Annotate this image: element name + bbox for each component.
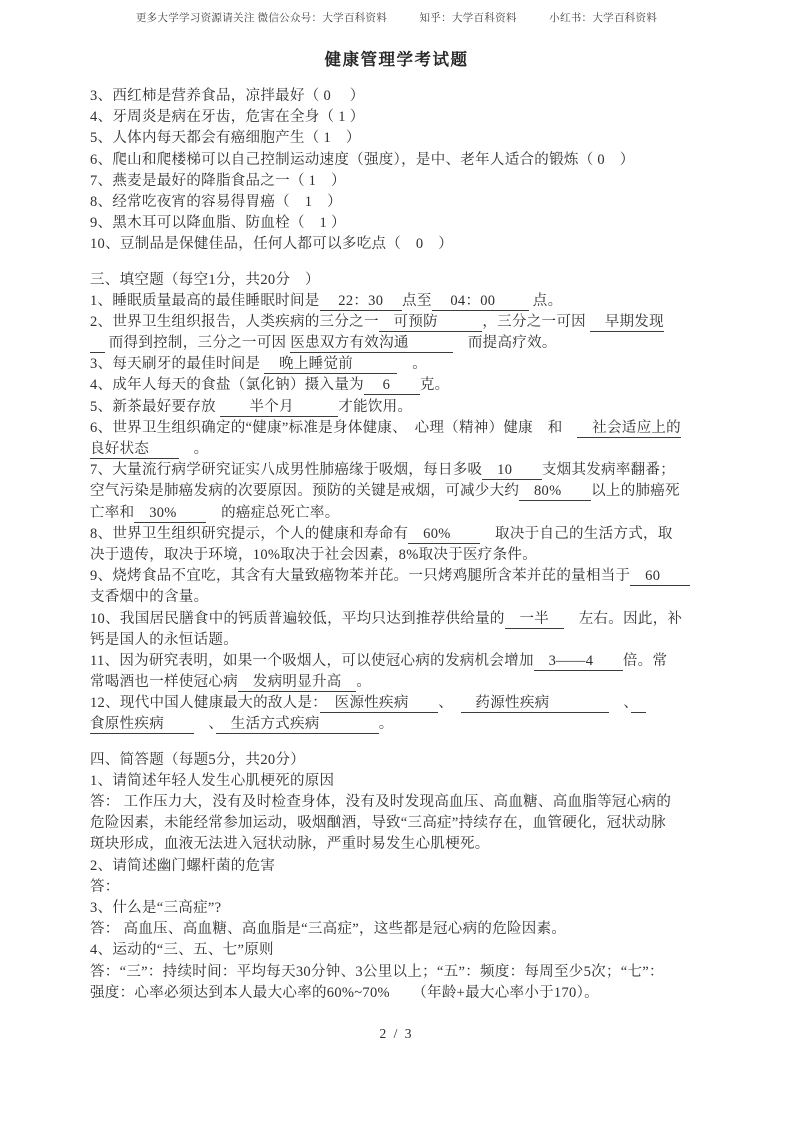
line-text: 。 [356,674,372,691]
promo-header-note: 更多大学学习资源请关注 微信公众号：大学百科资料 知乎：大学百科资料 小红书：大学百科资料 [135,13,658,24]
line-text: 支香烟中的含量。 [90,589,209,606]
line-text: 10、我国居民膳食中的钙质普遍较低，平均只达到推荐供给量的 [90,610,505,627]
fill-blank-answer: 一半 [504,610,564,627]
text-line [90,397,715,418]
blank-line [90,736,715,750]
line-text: 答： 高血压、高血糖、高血脂是“三高症”，这些都是冠心病的危险因素。 [90,921,567,938]
line-text: 3、每天刷牙的最佳时间是 [90,356,265,373]
line-text: ，三分之一可因 [482,313,590,330]
line-text: 。 [378,716,394,733]
text-line [90,291,715,312]
fill-blank-answer: 发病明显升高 [238,674,357,691]
fill-blank-answer: 医患双方有效沟通 [290,335,454,352]
line-text: 斑块形成，血液无法进入冠状动脉，严重时易发生心肌梗死。 [90,836,490,853]
line-text: 9、烧烤食品不宜吃，其含有大量致癌物苯并芘。一只烤鸡腿所含苯并芘的量相当于 [90,568,631,585]
text-line [90,312,715,333]
line-text: 以上的肺癌死 [591,483,680,500]
line-text: 9、黑木耳可以降血脂、防血栓（ 1 ） [90,215,346,232]
text-line [90,566,715,587]
line-text: 3、什么是“三高症”? [90,899,222,916]
line-text: 空气污染是肺癌发病的次要原因。预防的关键是戒烟，可减少大约 [90,483,520,500]
line-text: 点。 [528,292,563,309]
fill-blank-answer: 10 [482,462,542,479]
line-text: 5、人体内每天都会有癌细胞产生（ 1 ） [90,130,361,147]
text-line [90,750,715,771]
line-text: 倍。常 [622,652,668,669]
line-text: 2、请简述幽门螺杆菌的危害 [90,857,276,874]
text-line [90,919,715,940]
text-line [90,107,715,128]
fill-blank-answer: 6 [363,377,420,394]
line-text: 4、运动的“三、五、七”原则 [90,942,274,959]
text-line [90,150,715,171]
line-text: 。 [397,356,428,373]
line-text: 才能饮用。 [338,398,413,415]
text-line [90,983,715,1004]
fill-blank-answer: 60 [630,568,690,585]
line-text: 5、新茶最好要存放 [90,398,220,415]
text-line [90,354,715,375]
line-text: 8、经常吃夜宵的容易得胃癌（ 1 ） [90,193,342,210]
fill-blank-answer: 04：00 [431,292,529,309]
text-line [90,213,715,234]
text-line [90,234,715,255]
line-text: 危险因素，未能经常参加运动，吸烟酗酒，导致“三高症”持续存在，血管硬化，冠状动脉 [90,815,666,832]
page-number-indicator: 2 / 3 [379,1026,414,1041]
fill-blank-answer: 良好状态 [90,441,179,457]
line-text: 钙是国人的永恒话题。 [90,631,238,648]
line-text: 8、世界卫生组织研究提示，个人的健康和寿命有 [90,525,409,542]
text-line [90,856,715,877]
line-text: 4、牙周炎是病在牙齿，危害在全身（ 1 ） [90,109,365,126]
line-text: 12、现代中国人健康最大的敌人是： [90,695,320,712]
fill-blank-answer: 22：30 [319,292,403,309]
fill-blank-answer: 晚上睡觉前 [264,356,398,373]
text-line [90,714,715,735]
fill-blank-answer: 可预防 [378,313,483,330]
fill-blank-answer: 食原性疾病 [90,716,194,733]
line-text: 而得到控制，三分之一可因 [104,335,291,352]
text-line [90,460,715,481]
line-text: 而提高疗效。 [453,335,557,352]
line-text: 、 [438,695,461,712]
text-line [90,481,715,502]
text-line [90,834,715,855]
text-line [90,128,715,149]
line-text: 答： 工作压力大，没有及时检查身体，没有及时发现高血压、高血糖、高血脂等冠心病的 [90,794,672,810]
line-text: 答： [90,878,120,895]
line-text: 10、豆制品是保健佳品，任何人都可以多吃点（ 0 ） [90,236,454,253]
fill-blank-answer: 早期发现 [589,313,664,330]
line-text: 11、因为研究表明，如果一个吸烟人，可以使冠心病的发病机会增加 [90,652,534,669]
line-text: 支烟其发病率翻番； [541,462,676,479]
text-line [90,171,715,192]
document-body [90,86,715,1004]
fill-blank-answer: 社会适应上的 [577,419,681,436]
fill-blank-answer [90,335,105,353]
fill-blank-answer: 医源性疾病 [319,695,439,712]
fill-blank-answer: 80% [519,483,592,500]
line-text: 6、爬山和爬楼梯可以自己控制运动速度（强度），是中、老年人适合的锻炼（ 0 ） [90,151,635,168]
line-text: 、 [608,695,631,712]
text-line [90,545,715,566]
fill-blank-answer [631,695,646,713]
text-line [90,439,715,460]
line-text: 1、请简述年轻人发生心肌梗死的原因 [90,772,335,789]
fill-blank-answer: 生活方式疾病 [215,716,379,733]
line-text: 。 [178,441,209,457]
line-text: 4、成年人每天的食盐（氯化钠）摄入量为 [90,377,364,394]
line-text: 答：“三”：持续时间：平均每天30分钟、3公里以上；“五”：频度：每周至少5次；“七”： [90,963,664,980]
text-line [90,898,715,919]
line-text: 取决于自己的生活方式，取 [480,525,673,542]
text-line [90,630,715,651]
line-text: 3、西红柿是营养食品，凉拌最好（ 0 ） [90,88,365,104]
line-text: 常喝酒也一样使冠心病 [90,674,238,691]
text-line [90,962,715,983]
line-text: 、 [193,716,216,733]
text-line [90,813,715,834]
line-text: 7、燕麦是最好的降脂食品之一（ 1 ） [90,172,346,189]
line-text: 三、填空题（每空1分，共20分 ） [90,271,320,288]
line-text: 1、睡眠质量最高的最佳睡眠时间是 [90,292,320,309]
text-line [90,503,715,524]
text-line [90,651,715,672]
line-text: 亡率和 [90,504,135,521]
page-title: 健康管理学考试题 [324,50,469,69]
line-text: 的癌症总死亡率。 [206,504,340,521]
text-line [90,693,715,714]
text-line [90,587,715,608]
fill-blank-answer: 3——4 [533,652,623,669]
text-line [90,375,715,396]
text-line [90,792,715,813]
line-text: 7、大量流行病学研究证实八成男性肺癌缘于吸烟，每日多吸 [90,462,483,479]
text-line [90,609,715,630]
line-text: 2、世界卫生组织报告，人类疾病的三分之一 [90,313,379,330]
text-line [90,333,715,354]
text-line [90,940,715,961]
fill-blank-answer: 半个月 [219,398,339,415]
text-line [90,877,715,898]
line-text: 点至 [402,292,432,309]
fill-blank-answer: 60% [408,525,481,542]
fill-blank-answer: 30% [134,504,207,521]
text-line [90,524,715,545]
fill-blank-answer: 药源性疾病 [460,695,609,712]
text-line [90,672,715,693]
line-text: 决于遗传，取决于环境，10%取决于社会因素，8%取决于医疗条件。 [90,546,538,563]
line-text: 强度：心率必须达到本人最大心率的60%~70% （年龄+最大心率小于170）。 [90,984,599,1001]
text-line [90,418,715,439]
text-line [90,771,715,792]
line-text: 6、世界卫生组织确定的“健康”标准是身体健康、 心理（精神）健康 和 [90,419,578,436]
text-line [90,192,715,213]
line-text: 左右。因此，补 [563,610,683,627]
line-text: 克。 [419,377,450,394]
text-line [90,270,715,291]
line-text: 四、简答题（每题5分，共20分） [90,751,306,768]
blank-line [90,256,715,270]
text-line [90,86,715,107]
